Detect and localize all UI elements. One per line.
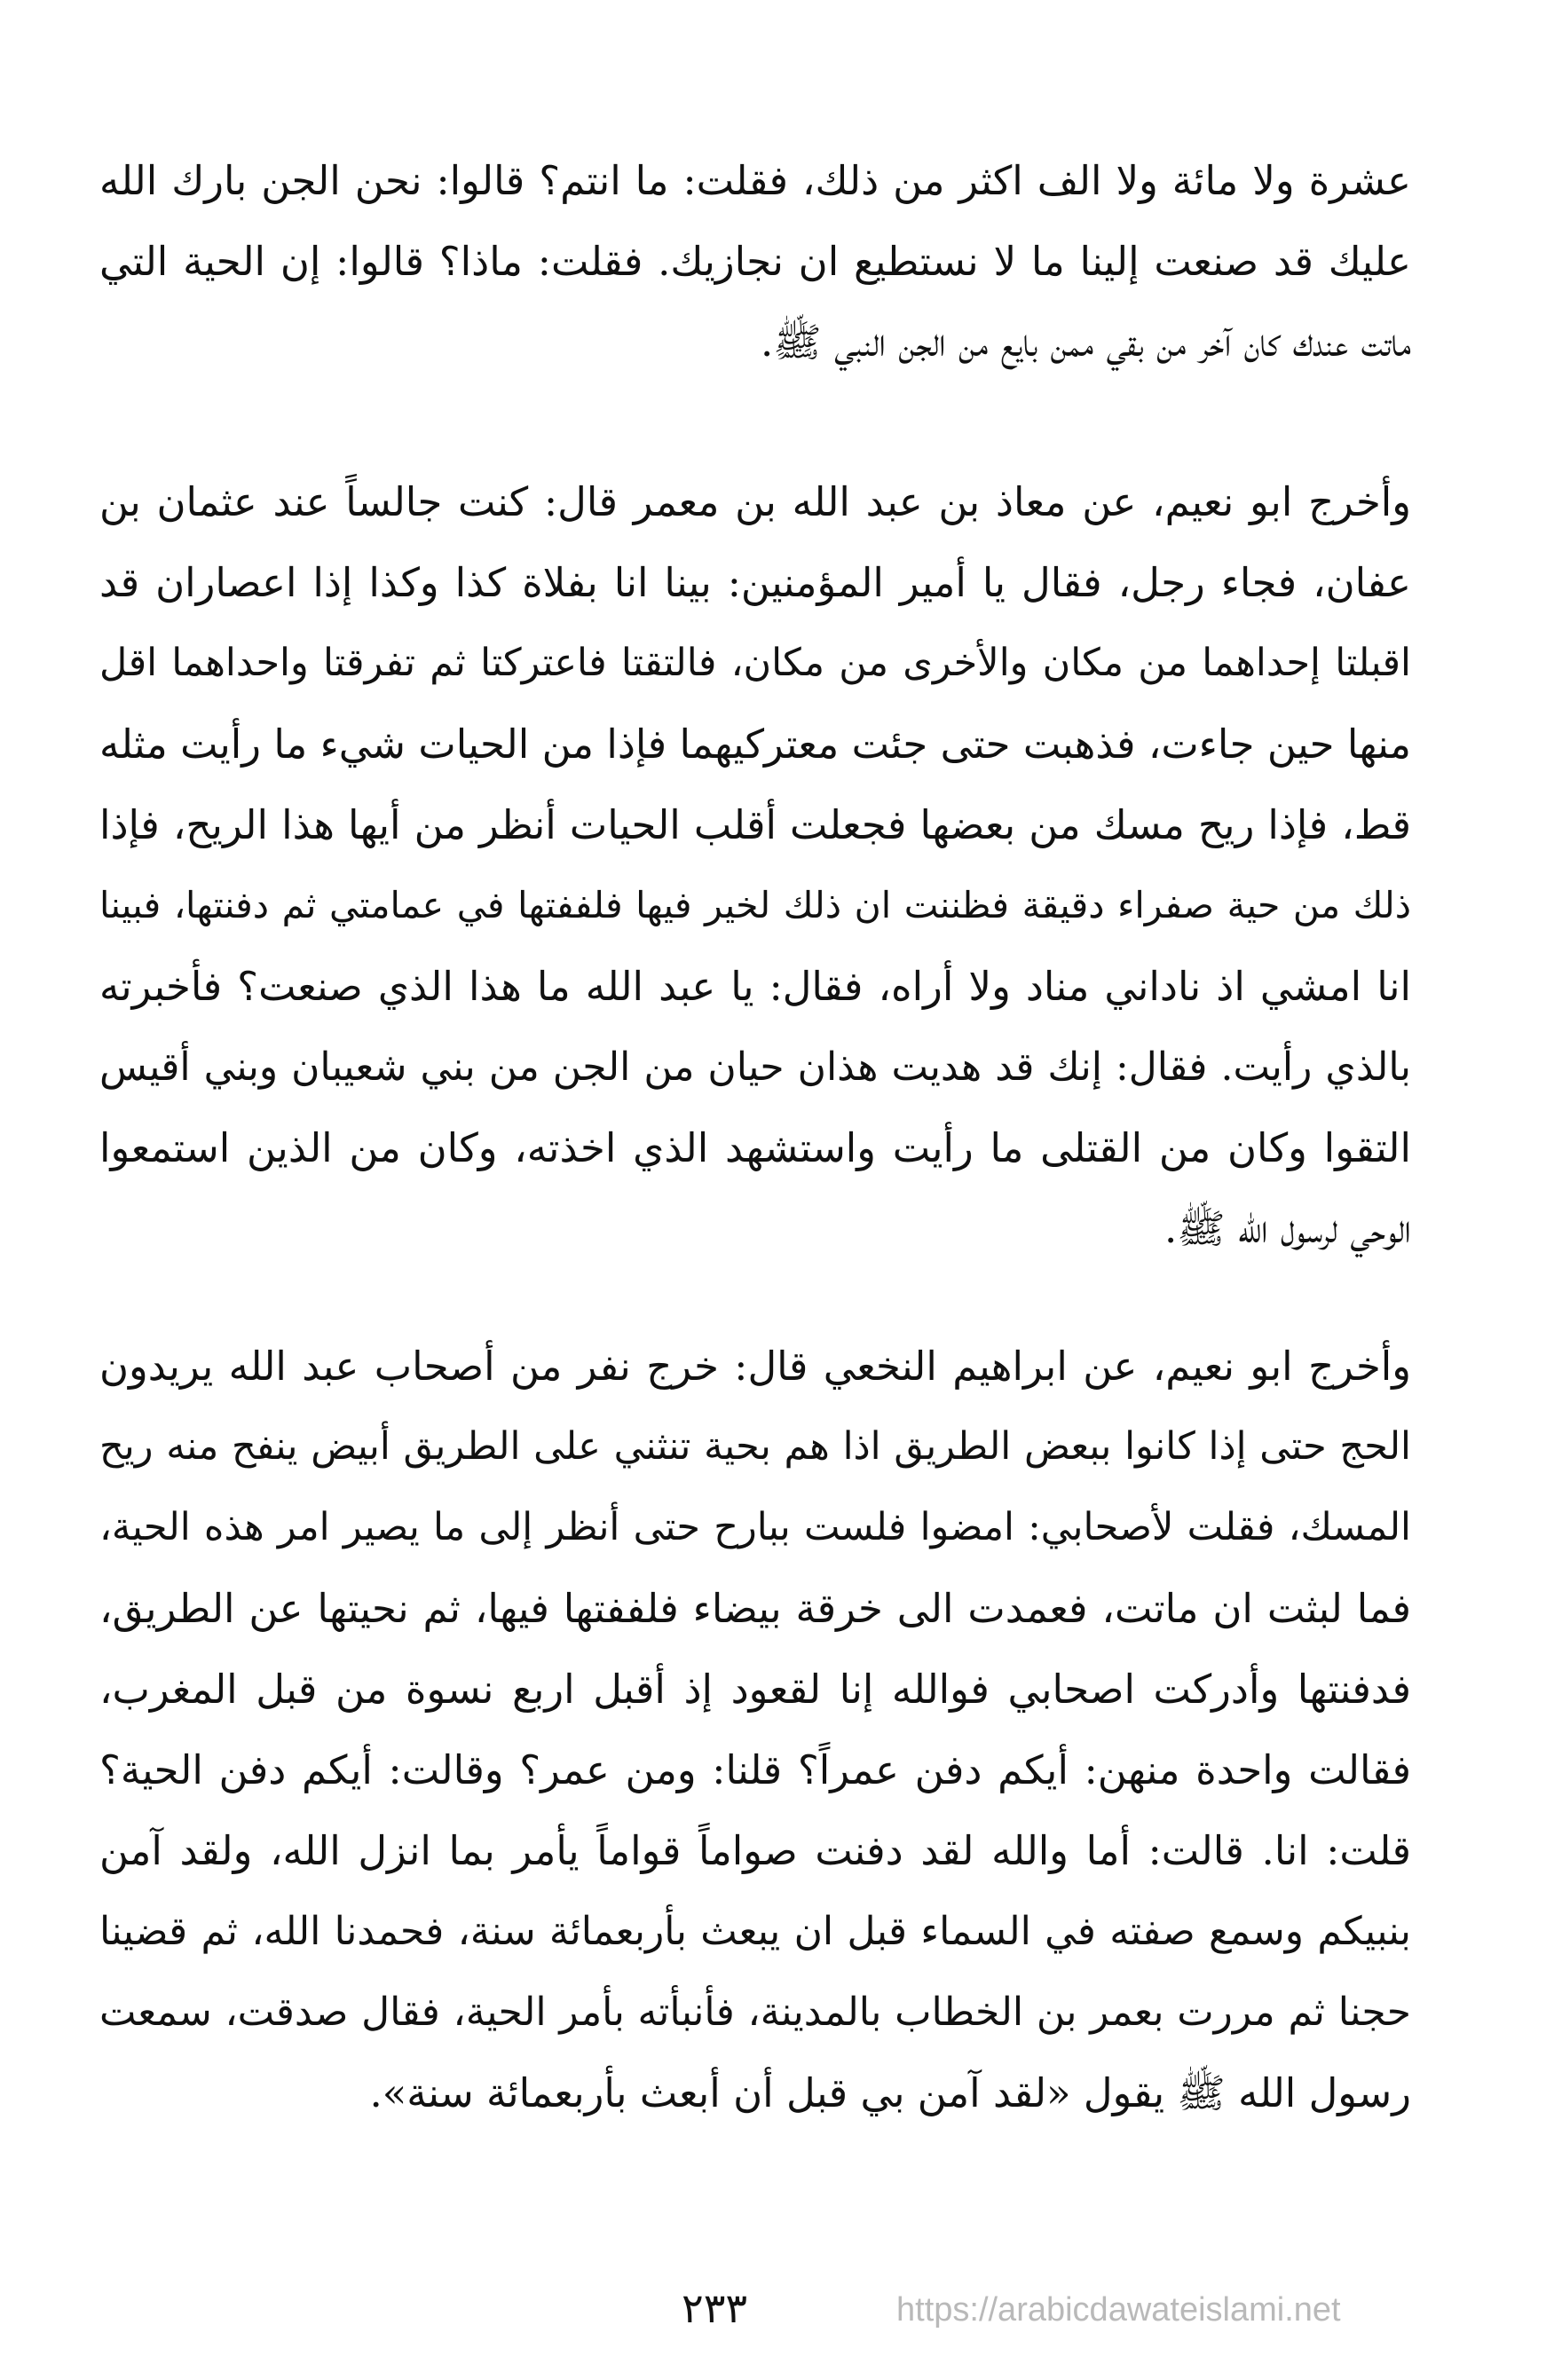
text-line: حجنا ثم مررت بعمر بن الخطاب بالمدينة، فأنبأته بأمر الحية، فقال صدقت، سمعت: [99, 1990, 1411, 2035]
text-line: قط، فإذا ريح مسك من بعضها فجعلت أقلب الحيات أنظر من أيها هذا الريح، فإذا: [99, 801, 1411, 848]
text-line: فما لبثت ان ماتت، فعمدت الى خرقة بيضاء فلففتها فيها، ثم نحيتها عن الطريق،: [99, 1585, 1411, 1632]
paragraph-2: [99, 461, 1411, 1269]
text-line: بنبيكم وسمع صفته في السماء قبل ان يبعث بأربعمائة سنة، فحمدنا الله، ثم قضينا: [99, 1909, 1411, 1954]
text-line: المسك، فقلت لأصحابي: امضوا فلست ببارح حتى أنظر إلى ما يصير امر هذه الحية،: [99, 1505, 1411, 1549]
text-line: ماتت عندك كان آخر من بقي ممن بايع من الجن النبي ﷺ.: [761, 319, 1411, 366]
text-line: فدفنتها وأدركت اصحابي فوالله إنا لقعود إذ أقبل اربع نسوة من قبل المغرب،: [99, 1666, 1411, 1713]
text-line: الحج حتى إذا كانوا ببعض الطريق اذا هم بحية تنثني على الطريق أبيض ينفح منه ريح: [99, 1424, 1411, 1469]
watermark-url: https://arabicdawateislami.net: [896, 2291, 1341, 2329]
text-line: رسول الله ﷺ يقول «لقد آمن بي قبل أن أبعث بأربعمائة سنة».: [369, 2069, 1411, 2116]
paragraph-3: [99, 1326, 1411, 2133]
text-line: منها حين جاءت، فذهبت حتى جئت معتركيهما فإذا من الحيات شيء ما رأيت مثله: [99, 721, 1411, 768]
text-line: قلت: انا. قالت: أما والله لقد دفنت صواماً قواماً يأمر بما انزل الله، ولقد آمن: [99, 1827, 1411, 1874]
text-line: عليك قد صنعت إلينا ما لا نستطيع ان نجازيك. فقلت: ماذا؟ قالوا: إن الحية التي: [99, 238, 1411, 285]
text-line: التقوا وكان من القتلى ما رأيت واستشهد الذي اخذته، وكان من الذين استمعوا: [99, 1124, 1411, 1171]
text-line: وأخرج ابو نعيم، عن معاذ بن عبد الله بن معمر قال: كنت جالساً عند عثمان بن: [99, 478, 1411, 525]
text-line: وأخرج ابو نعيم، عن ابراهيم النخعي قال: خرج نفر من أصحاب عبد الله يريدون: [99, 1343, 1411, 1390]
text-line: عشرة ولا مائة ولا الف اكثر من ذلك، فقلت: ما انتم؟ قالوا: نحن الجن بارك الله: [99, 157, 1411, 204]
text-line: بالذي رأيت. فقال: إنك قد هديت هذان حيان من الجن من بني شعيبان وبني أقيس: [99, 1044, 1411, 1090]
text-line: الوحي لرسول الله ﷺ.: [1164, 1205, 1411, 1252]
text-line: ذلك من حية صفراء دقيقة فظننت ان ذلك لخير فيها فلففتها في عمامتي ثم دفنتها، فبينا: [99, 884, 1411, 926]
text-line: عفان، فجاء رجل، فقال يا أمير المؤمنين: بينا انا بفلاة كذا وكذا إذا اعصاران قد: [99, 559, 1411, 606]
page-number: ٢٣٣: [682, 2284, 748, 2332]
text-line: فقالت واحدة منهن: أيكم دفن عمراً؟ قلنا: ومن عمر؟ وقالت: أيكم دفن الحية؟: [99, 1746, 1411, 1793]
paragraph-1: [99, 140, 1411, 382]
text-line: اقبلتا إحداهما من مكان والأخرى من مكان، فالتقتا فاعتركتا ثم تفرقتا واحداهما اقل: [99, 641, 1411, 685]
text-line: انا امشي اذ ناداني مناد ولا أراه، فقال: يا عبد الله ما هذا الذي صنعت؟ فأخبرته: [99, 963, 1411, 1010]
page-footer: [0, 2279, 1546, 2341]
